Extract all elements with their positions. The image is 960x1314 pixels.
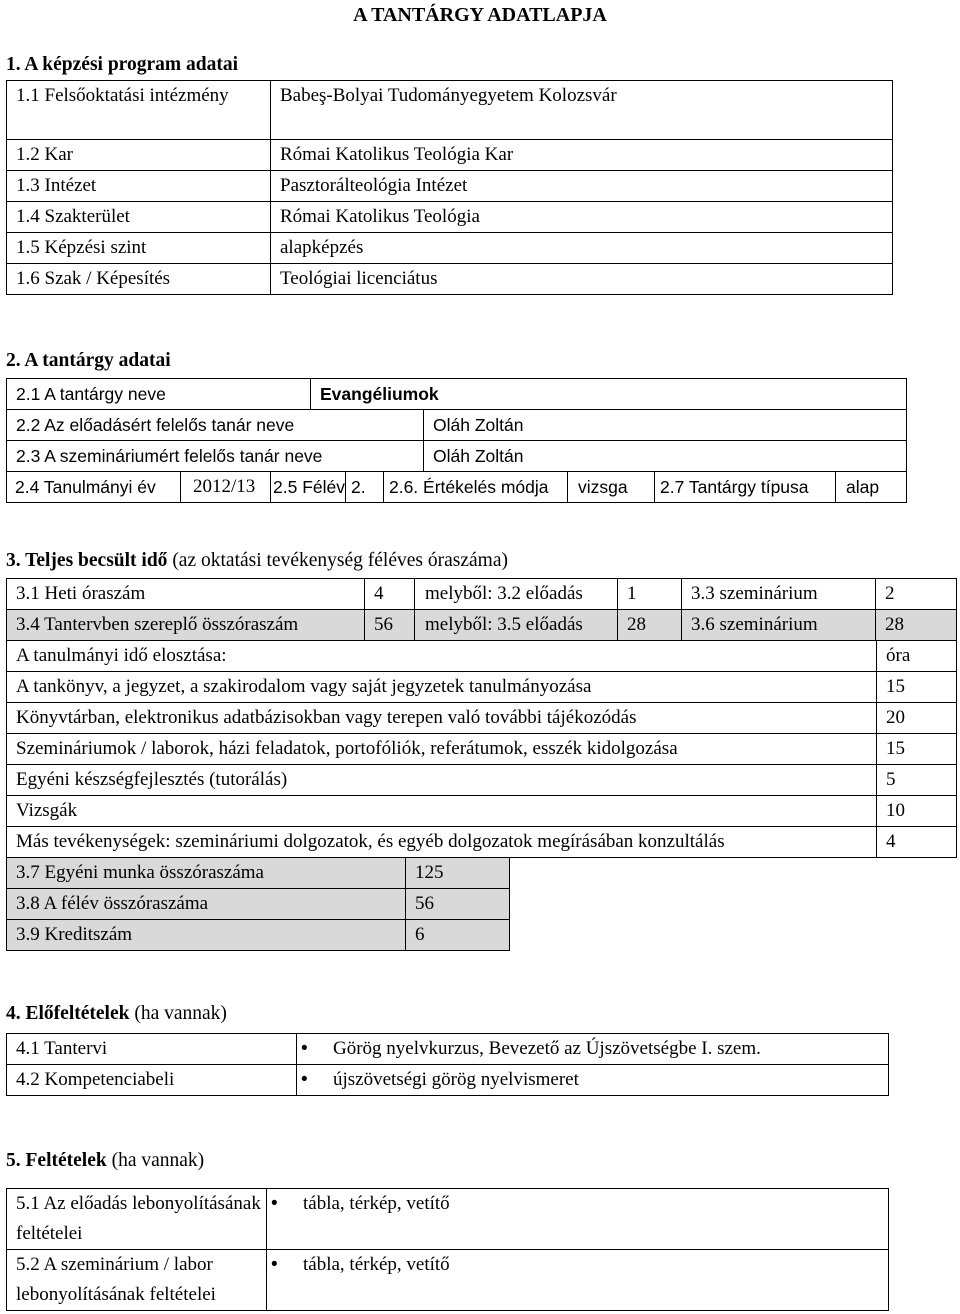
distribution-item-value: 15 — [877, 672, 957, 703]
distribution-item-value: 15 — [877, 734, 957, 765]
faculty-label: 1.2 Kar — [7, 140, 271, 171]
table-row — [7, 672, 957, 703]
table-row — [7, 765, 957, 796]
section-3-heading — [6, 550, 508, 572]
table-row — [7, 796, 957, 827]
prerequisites-table — [6, 1033, 889, 1096]
table-row — [7, 579, 957, 610]
totals-table — [6, 857, 510, 951]
weekly-seminar-label: 3.3 szeminárium — [682, 579, 876, 610]
qualification-label: 1.6 Szak / Képesítés — [7, 264, 271, 295]
distribution-label: A tanulmányi idő elosztása: — [7, 641, 877, 672]
prereq-curricular-label: 4.1 Tantervi — [7, 1034, 297, 1065]
table-row — [7, 1189, 889, 1250]
distribution-item-value: 5 — [877, 765, 957, 796]
weekly-seminar-value: 2 — [876, 579, 957, 610]
page-title: A TANTÁRGY ADATLAPJA — [353, 4, 607, 26]
hours-table — [6, 578, 957, 641]
table-row — [7, 441, 907, 472]
section-4-heading-bold: 4. Előfeltételek — [6, 1003, 130, 1024]
semester-label: 2.5 Félév — [271, 472, 346, 503]
bullet-icon — [267, 1254, 303, 1275]
institution-label: 1.1 Felsőoktatási intézmény — [7, 81, 271, 140]
institute-value: Pasztorálteológia Intézet — [271, 171, 893, 202]
lecture-conditions-value — [267, 1189, 889, 1250]
level-label: 1.5 Képzési szint — [7, 233, 271, 264]
section-5-heading-bold: 5. Feltételek — [6, 1150, 107, 1171]
table-row — [7, 81, 893, 140]
table-row — [7, 379, 907, 410]
table-row — [7, 410, 907, 441]
table-row — [7, 264, 893, 295]
conditions-table — [6, 1188, 889, 1311]
course-name-label: 2.1 A tantárgy neve — [7, 379, 311, 410]
prereq-curricular-value — [297, 1034, 889, 1065]
distribution-item-label: Egyéni készségfejlesztés (tutorálás) — [7, 765, 877, 796]
seminar-teacher-value: Oláh Zoltán — [424, 441, 907, 472]
table-row — [7, 610, 957, 641]
prereq-competence-label: 4.2 Kompetenciabeli — [7, 1065, 297, 1096]
weekly-lecture-label: melyből: 3.2 előadás — [415, 579, 618, 610]
table-row — [7, 858, 510, 889]
table-row — [7, 920, 510, 951]
table-row — [7, 827, 957, 858]
bullet-icon — [267, 1193, 303, 1214]
distribution-item-label: Más tevékenységek: szemináriumi dolgozatok, és egyéb dolgozatok megírásában konzultálás — [7, 827, 877, 858]
faculty-value: Római Katolikus Teológia Kar — [271, 140, 893, 171]
lecture-conditions-text: tábla, térkép, vetítő — [303, 1193, 450, 1214]
total-hours-label: 3.4 Tantervben szereplő összóraszám — [7, 610, 365, 641]
table-row — [7, 889, 510, 920]
table-row — [7, 641, 957, 672]
study-year-label: 2.4 Tanulmányi év — [7, 472, 181, 503]
distribution-item-label: Könyvtárban, elektronikus adatbázisokban vagy terepen való további tájékozódás — [7, 703, 877, 734]
distribution-item-label: Szemináriumok / laborok, házi feladatok, portofóliók, referátumok, esszék kidolgozása — [7, 734, 877, 765]
semester-total-label: 3.8 A félév összóraszáma — [7, 889, 406, 920]
course-type-value: alap — [835, 472, 906, 503]
field-value: Római Katolikus Teológia — [271, 202, 893, 233]
table-row — [7, 202, 893, 233]
section-4-heading-rest: (ha vannak) — [129, 1003, 227, 1024]
course-data-table-teachers — [6, 409, 907, 472]
study-year-value: 2012/13 — [181, 472, 271, 503]
program-data-table — [6, 80, 893, 295]
semester-total-value: 56 — [406, 889, 510, 920]
distribution-item-label: Vizsgák — [7, 796, 877, 827]
course-data-table-top — [6, 378, 907, 410]
section-5-heading-rest: (ha vannak) — [106, 1150, 205, 1171]
section-2-heading: 2. A tantárgy adatai — [6, 350, 171, 371]
lecture-conditions-label: 5.1 Az előadás lebonyolításának feltételei — [7, 1189, 267, 1250]
course-type-label: 2.7 Tantárgy típusa — [654, 472, 835, 503]
prereq-competence-text: újszövetségi görög nyelvismeret — [333, 1069, 579, 1090]
table-row — [7, 171, 893, 202]
course-name-value: Evangéliumok — [311, 379, 907, 410]
section-4-heading — [6, 1003, 227, 1025]
table-row — [7, 1034, 889, 1065]
seminar-conditions-label: 5.2 A szeminárium / labor lebonyolításának feltételei — [7, 1250, 267, 1311]
total-seminar-value: 28 — [876, 610, 957, 641]
table-row — [7, 1250, 889, 1311]
institute-label: 1.3 Intézet — [7, 171, 271, 202]
distribution-unit: óra — [877, 641, 957, 672]
bullet-icon — [297, 1038, 333, 1059]
institution-value: Babeş-Bolyai Tudományegyetem Kolozsvár — [271, 81, 893, 140]
section-5-heading — [6, 1150, 204, 1172]
evaluation-label: 2.6. Értékelés módja — [383, 472, 567, 503]
semester-value: 2. — [345, 472, 383, 503]
table-row — [7, 703, 957, 734]
distribution-item-value: 4 — [877, 827, 957, 858]
total-lecture-value: 28 — [618, 610, 682, 641]
prereq-curricular-text: Görög nyelvkurzus, Bevezető az Újszövetségbe I. szem. — [333, 1038, 761, 1059]
weekly-lecture-value: 1 — [618, 579, 682, 610]
lecturer-value: Oláh Zoltán — [424, 410, 907, 441]
table-row — [7, 140, 893, 171]
total-lecture-label: melyből: 3.5 előadás — [415, 610, 618, 641]
credits-value: 6 — [406, 920, 510, 951]
total-hours-value: 56 — [365, 610, 415, 641]
bullet-icon — [297, 1069, 333, 1090]
weekly-hours-label: 3.1 Heti óraszám — [7, 579, 365, 610]
distribution-item-value: 20 — [877, 703, 957, 734]
course-data-table-bottom — [6, 471, 907, 503]
table-row — [7, 734, 957, 765]
weekly-hours-value: 4 — [365, 579, 415, 610]
evaluation-value: vizsga — [567, 472, 654, 503]
prereq-competence-value — [297, 1065, 889, 1096]
section-3-heading-rest: (az oktatási tevékenység féléves óraszáma) — [167, 550, 508, 571]
seminar-teacher-label: 2.3 A szemináriumért felelős tanár neve — [7, 441, 424, 472]
qualification-value: Teológiai licenciátus — [271, 264, 893, 295]
distribution-item-value: 10 — [877, 796, 957, 827]
total-seminar-label: 3.6 szeminárium — [682, 610, 876, 641]
time-distribution-table — [6, 640, 957, 858]
field-label: 1.4 Szakterület — [7, 202, 271, 233]
lecturer-label: 2.2 Az előadásért felelős tanár neve — [7, 410, 424, 441]
distribution-item-label: A tankönyv, a jegyzet, a szakirodalom vagy saját jegyzetek tanulmányozása — [7, 672, 877, 703]
individual-work-value: 125 — [406, 858, 510, 889]
seminar-conditions-value — [267, 1250, 889, 1311]
table-row — [7, 233, 893, 264]
level-value: alapképzés — [271, 233, 893, 264]
section-3-heading-bold: 3. Teljes becsült idő — [6, 550, 168, 571]
seminar-conditions-text: tábla, térkép, vetítő — [303, 1254, 450, 1275]
section-1-heading: 1. A képzési program adatai — [6, 54, 239, 75]
table-row — [7, 1065, 889, 1096]
table-row — [7, 472, 907, 503]
credits-label: 3.9 Kreditszám — [7, 920, 406, 951]
individual-work-label: 3.7 Egyéni munka összóraszáma — [7, 858, 406, 889]
